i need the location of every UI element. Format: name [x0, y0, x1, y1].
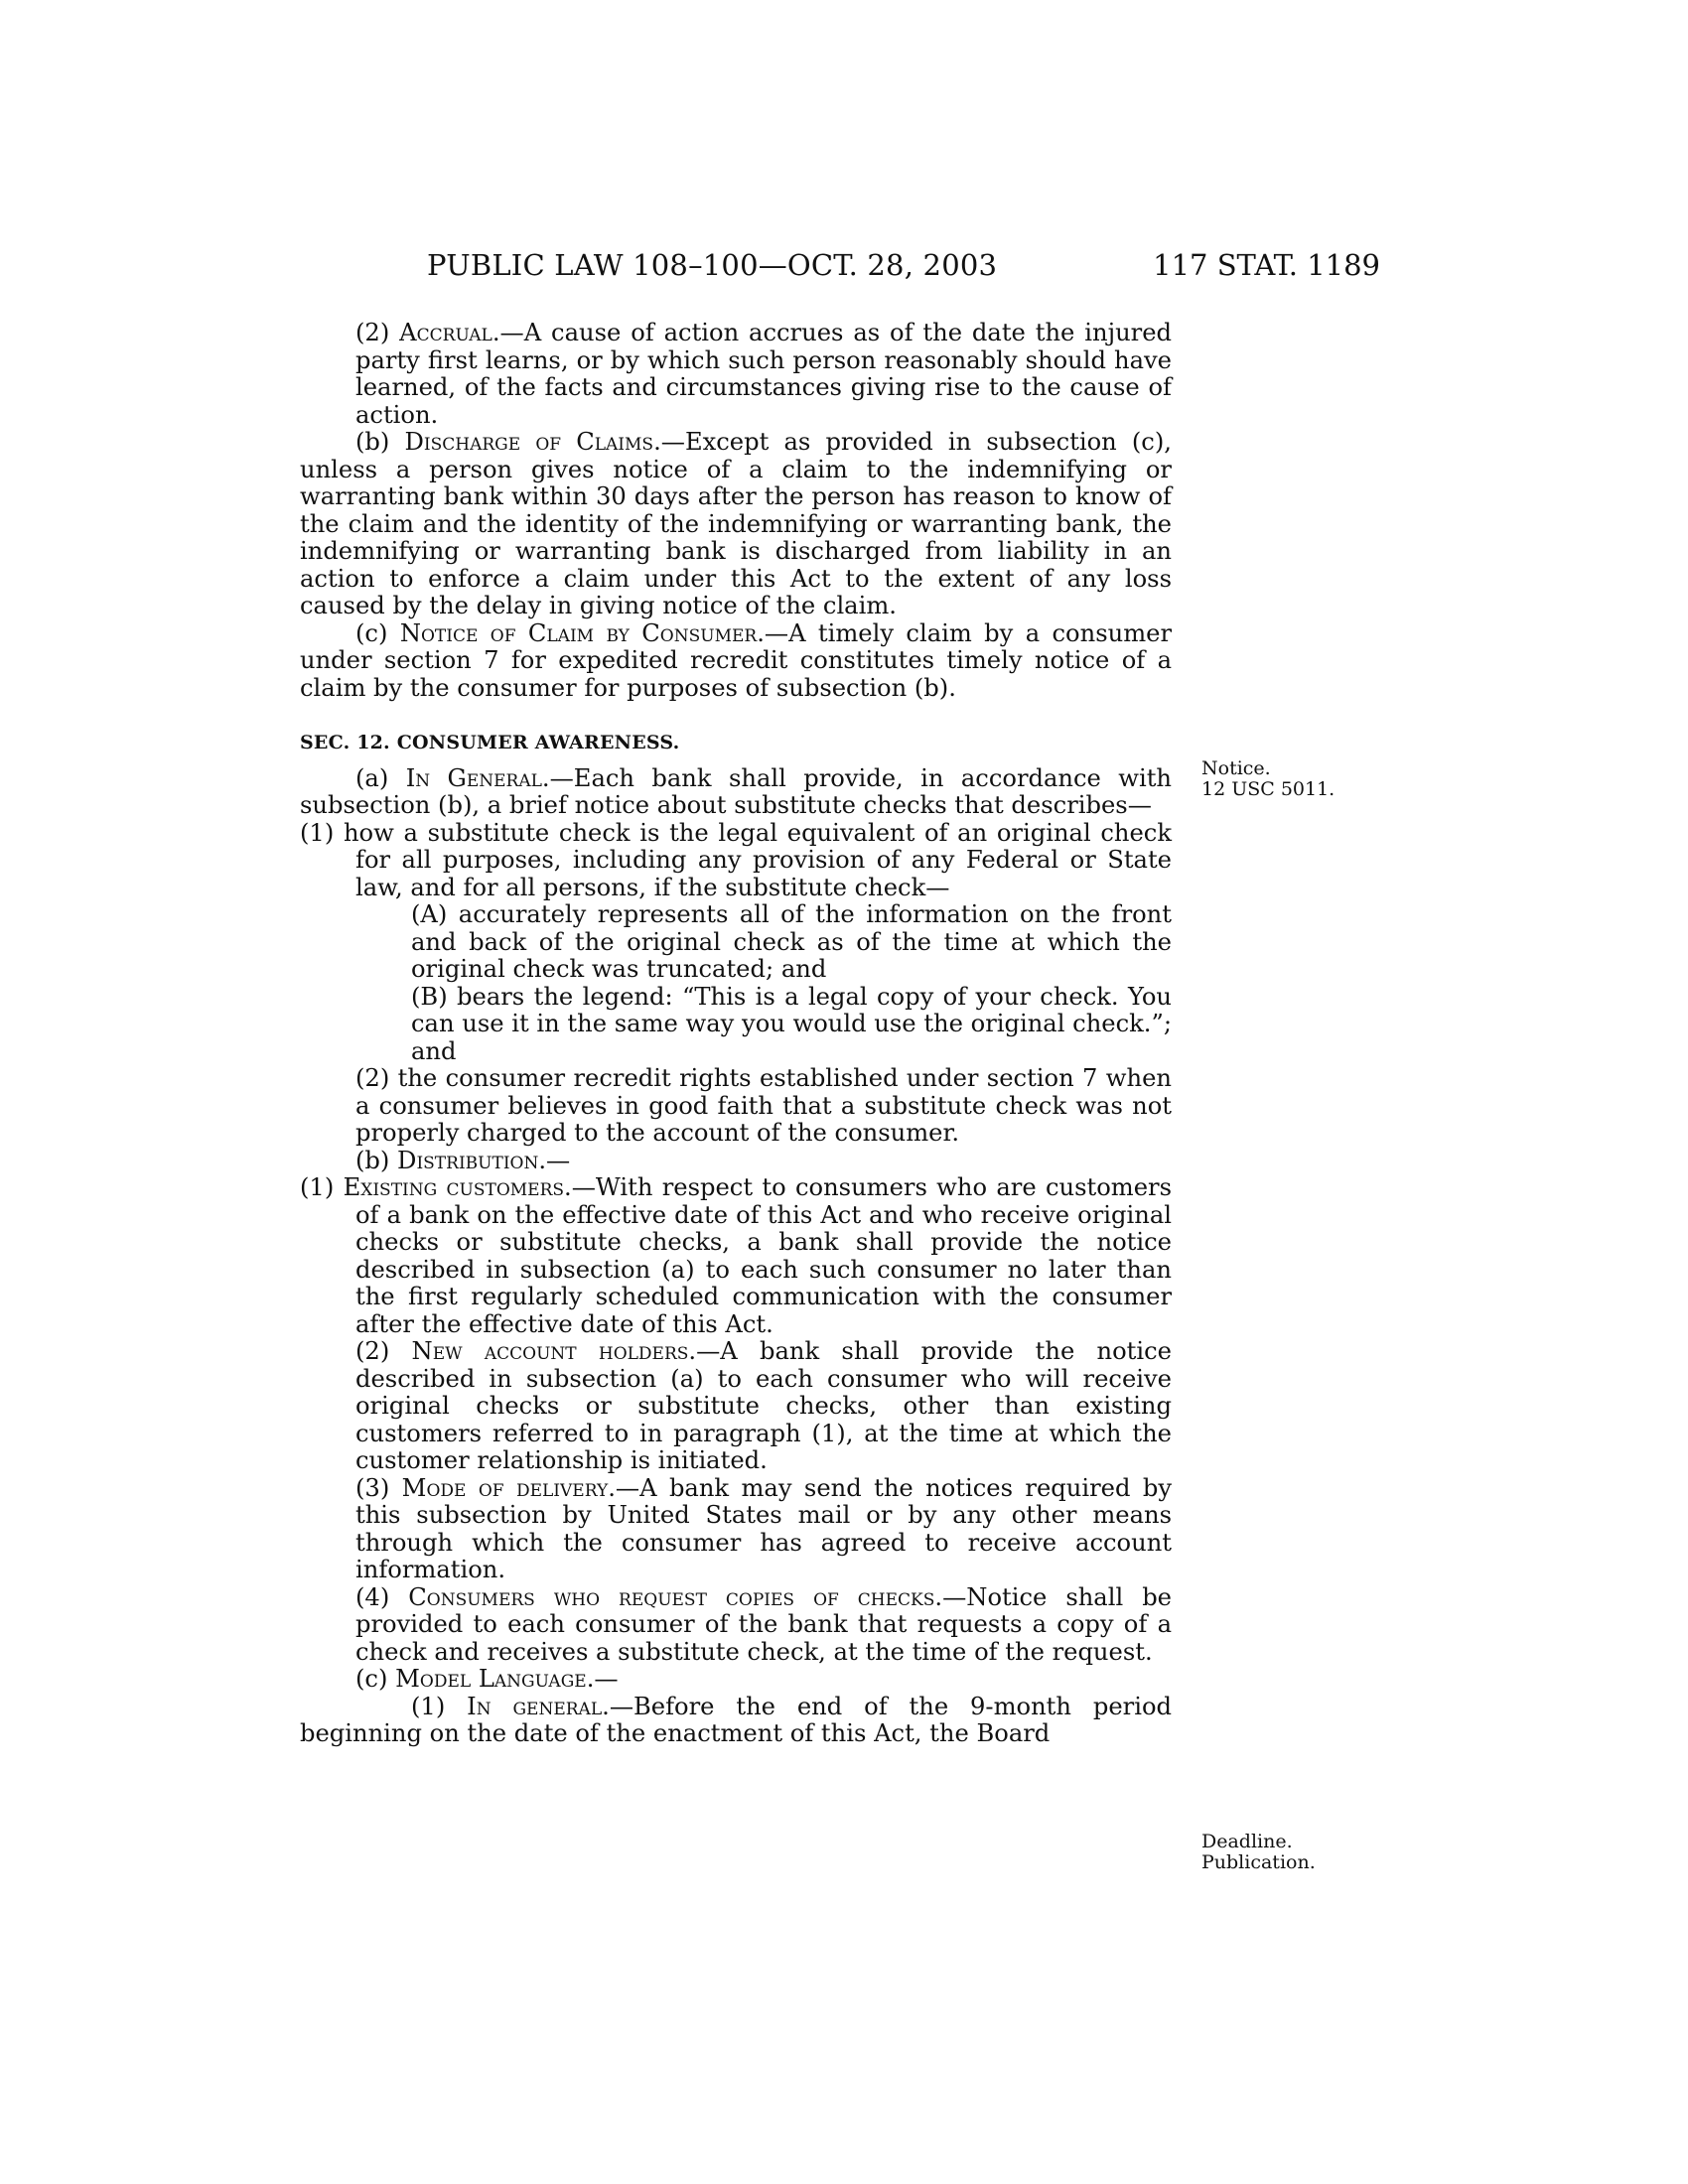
- notice-of-claim-heading: Notice of Claim by Consumer: [399, 618, 758, 647]
- in-general-heading: In General: [405, 763, 542, 792]
- paragraph-12a1: (1) how a substitute check is the legal equivalent of an original check for all purposes, including any provision of any Federal or State law, and for all persons, if the substitute check—: [300, 818, 1172, 901]
- running-head-title: PUBLIC LAW 108–100—OCT. 28, 2003: [427, 248, 998, 282]
- new-account-holders-heading: New account holders: [411, 1337, 689, 1365]
- discharge-heading: Discharge of Claims: [404, 428, 654, 456]
- paragraph-12b3: (3) Mode of delivery.—A bank may send the notices required by this subsection by United States mail or by any other means through which the consumer has agreed to receive account information.: [355, 1473, 1172, 1583]
- model-language-heading: Model Language: [395, 1665, 587, 1693]
- paragraph-12aA: (A) accurately represents all of the information on the front and back of the original check as of the time at which the original check was truncated; and: [411, 900, 1172, 983]
- paragraph-12a: (a) In General.—Each bank shall provide, in accordance with subsection (b), a brief notice about substitute checks that describes—: [300, 763, 1172, 819]
- existing-customers-heading: Existing customers: [343, 1173, 565, 1201]
- paragraph-discharge-of-claims: (b) Discharge of Claims.—Except as provided in subsection (c), unless a person gives notice of a claim to the indemnifying or warranting bank within 30 days after the person has reason to know of the claim and the identity of the indemnifying or warranting bank, the indemnifying or warranting bank is discharged from liability in an action to enforce a claim under this Act to the extent of any loss caused by the delay in giving notice of the claim.: [300, 428, 1172, 619]
- paragraph-notice-of-claim: (c) Notice of Claim by Consumer.—A timely claim by a consumer under section 7 for expedited recredit constitutes timely notice of a claim by the consumer for purposes of subsection (b).: [300, 618, 1173, 702]
- paragraph-12a2: (2) the consumer recredit rights established under section 7 when a consumer believes in good faith that a substitute check was not properly charged to the account of the consumer.: [355, 1064, 1172, 1147]
- paragraph-accrual: (2) Accrual.—A cause of action accrues as of the date the injured party first learns, or by which such person reasonably should have learned, of the facts and circumstances giving rise to the cause of action.: [355, 319, 1173, 429]
- paragraph-12b1: (1) Existing customers.—With respect to consumers who are customers of a bank on the effective date of this Act and who receive original checks or substitute checks, a bank shall provide the notice described in subsection (a) to each such consumer no later than the first regularly scheduled communication with the consumer after the effective date of this Act.: [300, 1173, 1172, 1338]
- paragraph-12aB: (B) bears the legend: “This is a legal copy of your check. You can use it in the same way you would use the original check.”; and: [411, 982, 1172, 1065]
- page-header: [298, 248, 1380, 288]
- distribution-heading: Distribution: [397, 1146, 539, 1174]
- section-heading: SEC. 12. CONSUMER AWARENESS.: [300, 732, 680, 753]
- accrual-heading: Accrual: [399, 319, 492, 346]
- model-in-general-heading: In general: [467, 1692, 603, 1720]
- paragraph-12c1: (1) In general.—Before the end of the 9-month period beginning on the date of the enactment of this Act, the Board: [300, 1692, 1172, 1747]
- margin-note-deadline: Deadline. Publication.: [1201, 1831, 1316, 1873]
- body-text: [300, 320, 1172, 1748]
- statute-page-number: 117 STAT. 1189: [1153, 248, 1380, 282]
- paragraph-12b2: (2) New account holders.—A bank shall provide the notice described in subsection (a) to each consumer who will receive original checks or substitute checks, other than existing customers referred to in paragraph (1), at the time at which the customer relationship is initiated.: [355, 1337, 1172, 1474]
- margin-note-notice: Notice. 12 USC 5011.: [1201, 757, 1336, 800]
- paragraph-12b: (b) Distribution.—: [355, 1146, 571, 1174]
- mode-of-delivery-heading: Mode of delivery: [401, 1473, 609, 1502]
- consumers-request-copies-heading: Consumers who request copies of checks: [408, 1582, 935, 1611]
- paragraph-12c: (c) Model Language.—: [355, 1665, 619, 1693]
- paragraph-12b4: (4) Consumers who request copies of checks.—Notice shall be provided to each consumer of the bank that requests a copy of a check and receives a substitute check, at the time of the request.: [355, 1582, 1172, 1666]
